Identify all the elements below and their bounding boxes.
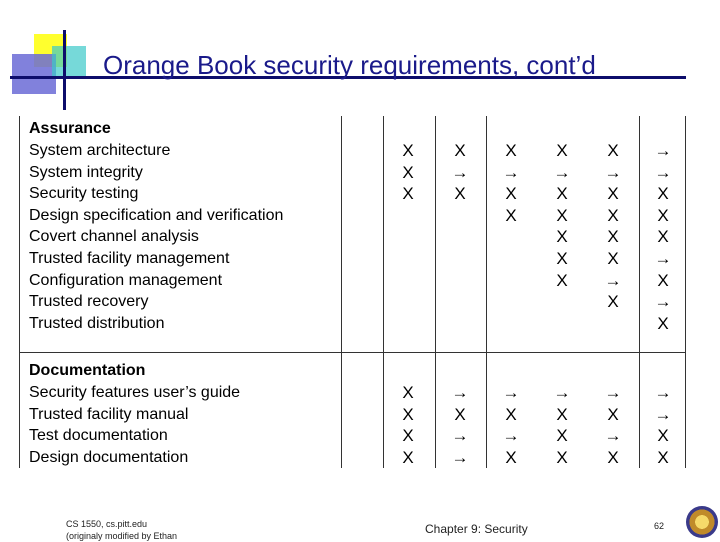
table-cell: X: [505, 184, 517, 204]
table-cell: X: [657, 447, 669, 467]
table-divider: [639, 116, 640, 468]
table-cell: →: [604, 162, 622, 182]
table-divider: [435, 116, 436, 468]
table-cell: X: [402, 162, 414, 182]
table-cell: X: [556, 270, 568, 290]
row-label: Design specification and verification: [29, 206, 284, 224]
table-cell: X: [402, 383, 414, 402]
table-cell: X: [505, 205, 517, 225]
table-cell: →: [654, 292, 672, 312]
table-cell: X: [556, 249, 568, 268]
table-cell: X: [607, 141, 619, 160]
page-number: 62: [654, 521, 665, 531]
decor-teal-square: [52, 46, 86, 76]
table-cell: →: [654, 162, 672, 182]
table-cell: →: [502, 426, 520, 446]
table-cell: X: [454, 404, 466, 424]
row-label: Design documentation: [29, 448, 189, 466]
table-cell: X: [556, 426, 568, 446]
decor-vertical-line: [63, 30, 66, 110]
table-cell: X: [556, 447, 568, 467]
decor-blue-square: [12, 54, 56, 94]
row-label: Covert channel analysis: [29, 228, 199, 246]
table-cell: →: [451, 426, 469, 446]
table-cell: X: [505, 447, 517, 467]
table-cell: X: [657, 184, 669, 204]
section-divider: [19, 352, 686, 353]
requirements-table: [19, 116, 686, 468]
row-label: Security testing: [29, 185, 139, 203]
table-border-left: [19, 116, 20, 468]
documentation-header: Documentation: [29, 362, 146, 379]
footer-course: [66, 518, 177, 542]
table-cell: X: [607, 404, 619, 424]
table-cell: X: [607, 227, 619, 247]
row-label: System integrity: [29, 163, 143, 181]
row-label: Trusted facility manual: [29, 405, 189, 423]
table-cell: X: [556, 205, 568, 225]
footer-course-line2: (originaly modified by Ethan: [66, 531, 178, 541]
table-cell: X: [657, 426, 669, 446]
row-label: Trusted facility management: [29, 250, 230, 267]
table-cell: →: [553, 162, 571, 182]
table-divider: [341, 116, 342, 468]
table-cell: X: [505, 404, 517, 424]
table-cell: →: [654, 141, 672, 160]
table-cell: X: [454, 184, 466, 204]
table-cell: X: [657, 227, 669, 247]
assurance-header: Assurance: [29, 120, 111, 137]
row-label: System architecture: [29, 142, 171, 159]
table-cell: X: [402, 141, 414, 160]
table-cell: X: [657, 205, 669, 225]
university-seal: [686, 506, 718, 538]
table-cell: X: [607, 447, 619, 467]
table-cell: X: [402, 447, 414, 467]
row-label: Configuration management: [29, 271, 223, 289]
table-cell: →: [502, 162, 520, 182]
row-label: Test documentation: [29, 427, 168, 445]
table-cell: X: [607, 292, 619, 312]
row-label: Trusted recovery: [29, 293, 149, 311]
table-cell: X: [607, 184, 619, 204]
table-cell: →: [654, 249, 672, 268]
table-divider: [383, 116, 384, 468]
table-cell: X: [556, 141, 568, 160]
table-cell: X: [556, 404, 568, 424]
table-cell: →: [654, 383, 672, 402]
table-cell: →: [451, 162, 469, 182]
table-cell: X: [505, 141, 517, 160]
table-cell: →: [604, 383, 622, 402]
slide-title: Orange Book security requirements, cont’d: [103, 50, 596, 80]
table-cell: →: [604, 426, 622, 446]
table-border-right: [685, 116, 686, 468]
row-label: Trusted distribution: [29, 314, 165, 332]
table-cell: X: [657, 270, 669, 290]
footer-chapter: Chapter 9: Security: [425, 522, 528, 536]
table-cell: →: [502, 383, 520, 402]
table-cell: X: [556, 184, 568, 204]
table-cell: X: [607, 205, 619, 225]
table-divider: [486, 116, 487, 468]
table-cell: →: [553, 383, 571, 402]
table-cell: →: [604, 270, 622, 290]
table-cell: X: [607, 249, 619, 268]
footer-course-line1: CS 1550, cs.pitt.edu: [66, 519, 148, 529]
table-cell: →: [451, 447, 469, 467]
row-label: Security features user’s guide: [29, 384, 241, 401]
table-cell: X: [402, 404, 414, 424]
table-cell: X: [402, 184, 414, 204]
table-cell: X: [454, 141, 466, 160]
table-cell: X: [402, 426, 414, 446]
table-cell: →: [654, 404, 672, 424]
table-cell: X: [556, 227, 568, 247]
table-cell: →: [451, 383, 469, 402]
table-cell: X: [657, 313, 669, 333]
